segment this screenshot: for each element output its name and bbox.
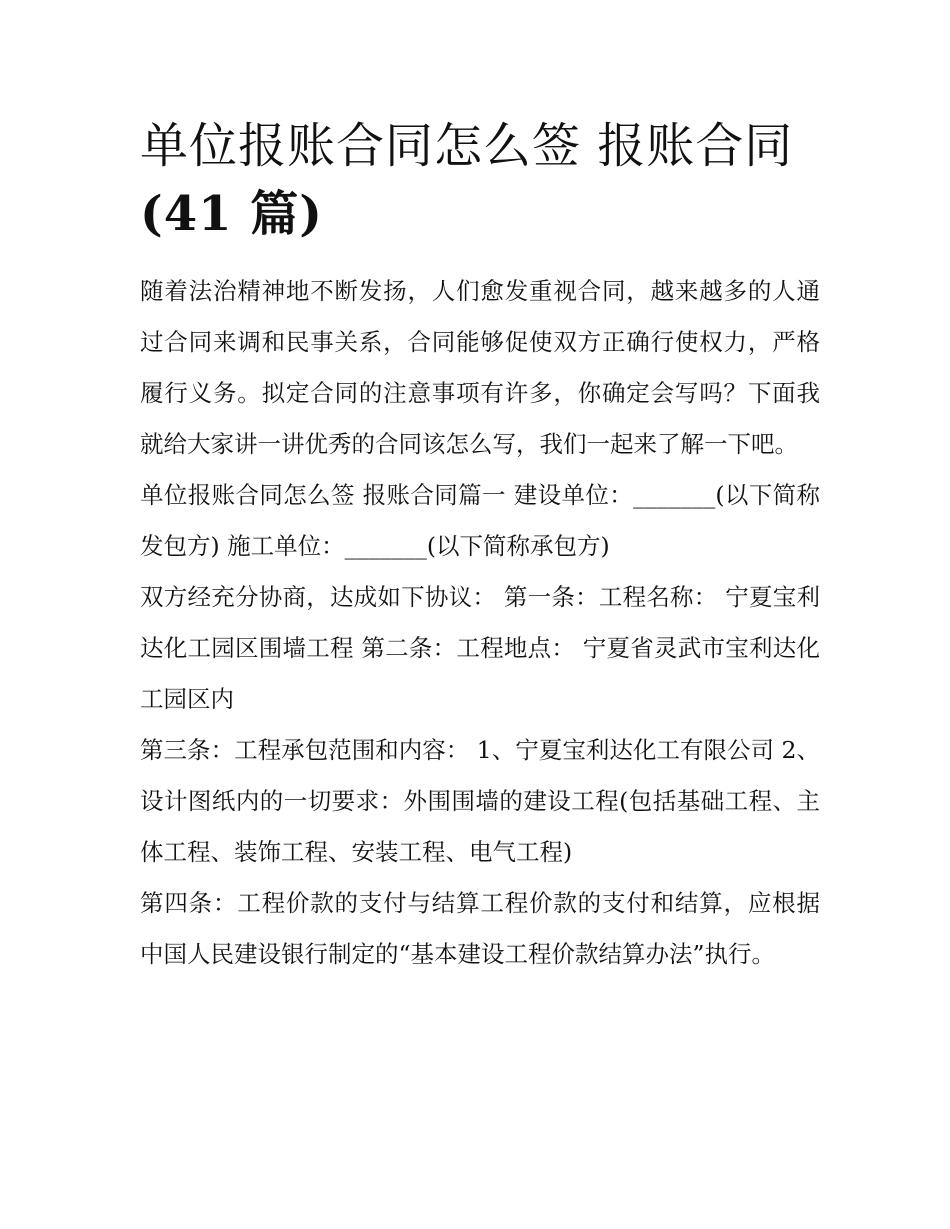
paragraph-article-1-2: 双方经充分协商，达成如下协议： 第一条：工程名称： 宁夏宝利达化工园区围墙工程 第二条：工程地点： 宁夏省灵武市宝利达化工园区内 xyxy=(140,583,820,713)
title-line-1: 单位报账合同怎么签 报账合同 xyxy=(140,118,794,174)
paragraph-article-3: 第三条：工程承包范围和内容： 1、宁夏宝利达化工有限公司 2、设计图纸内的一切要求：外围围墙的建设工程(包括基础工程、主体工程、装饰工程、安装工程、电气工程) xyxy=(140,736,820,866)
paragraph-article-4: 第四条：工程价款的支付与结算工程价款的支付和结算，应根据中国人民建设银行制定的“基本建设工程价款结算办法”执行。 xyxy=(140,889,820,968)
title-line-2: (41 篇) xyxy=(140,186,323,242)
paragraph-intro: 随着法治精神地不断发扬，人们愈发重视合同，越来越多的人通过合同来调和民事关系，合同能够促使双方正确行使权力，严格履行义务。拟定合同的注意事项有许多，你确定会写吗？下面我就给大家讲一讲优秀的合同该怎么写，我们一起来了解一下吧。 xyxy=(140,277,820,458)
document-page xyxy=(140,112,820,980)
paragraph-parties: 单位报账合同怎么签 报账合同篇一 建设单位：_______(以下简称发包方) 施工单位：_______(以下简称承包方) xyxy=(140,481,820,560)
document-body xyxy=(140,266,820,980)
document-title xyxy=(140,112,820,248)
